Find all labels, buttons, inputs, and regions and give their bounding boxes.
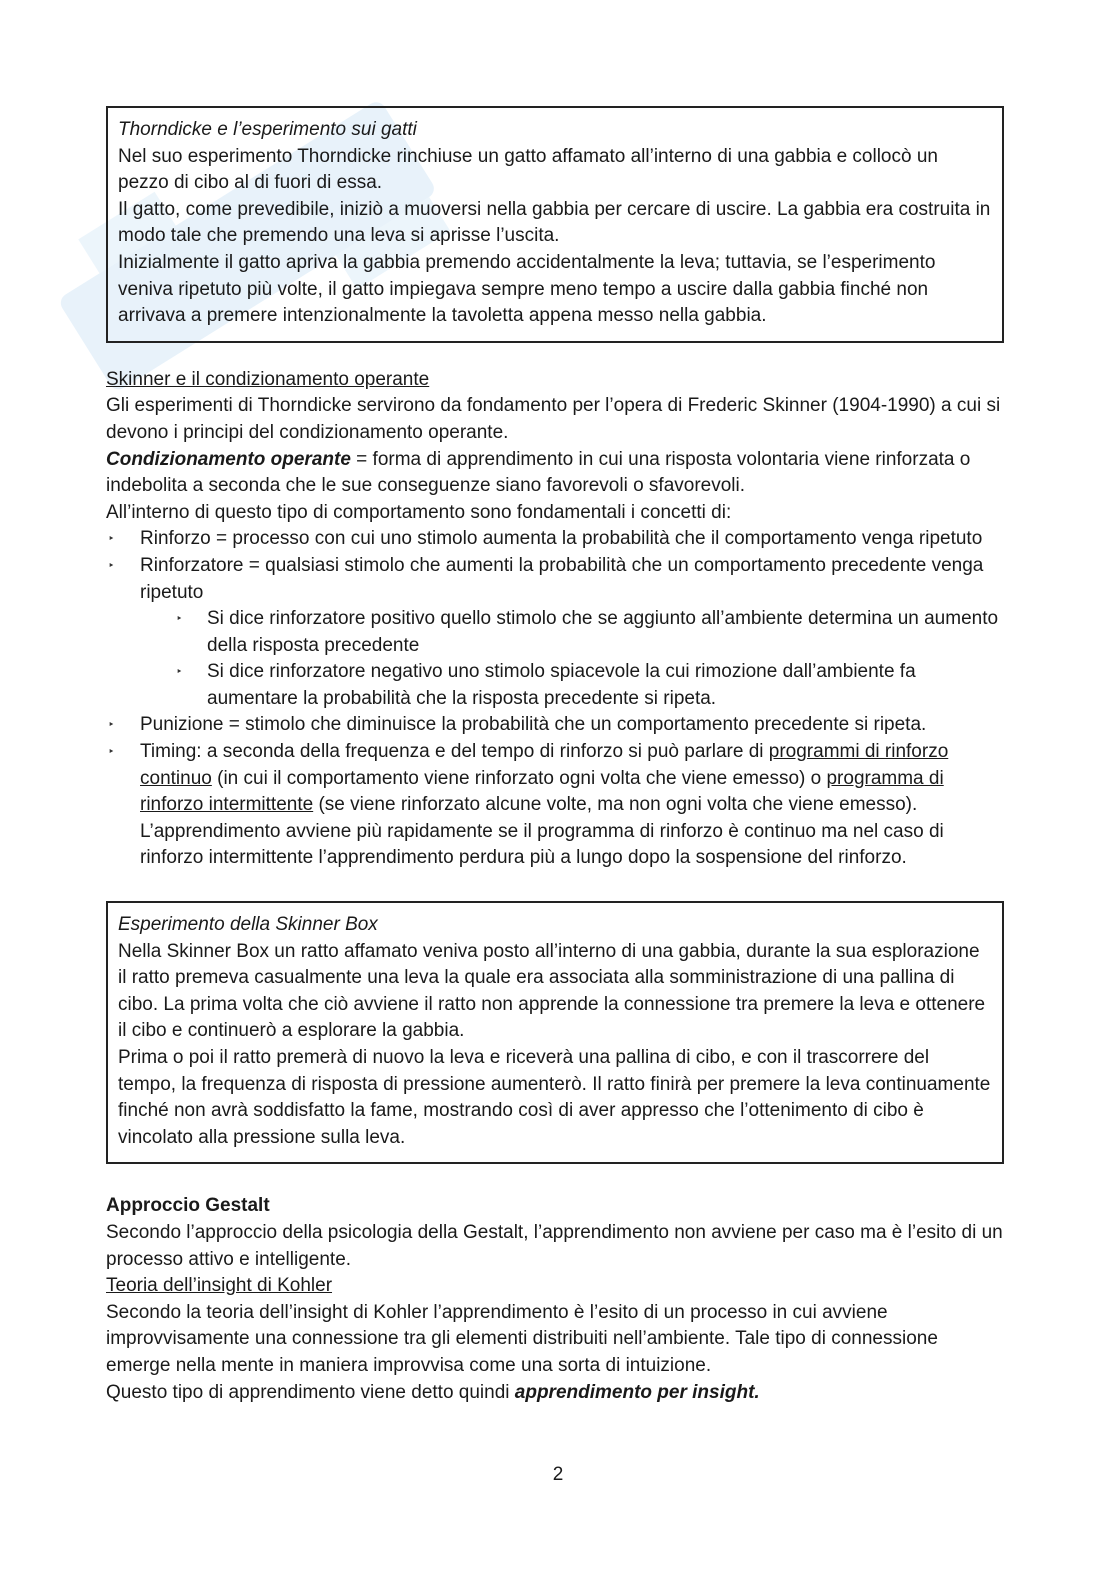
closing-term: apprendimento per insight. [514, 1381, 760, 1403]
box-paragraph: Prima o poi il ratto premerà di nuovo la leva e riceverà una pallina di cibo, e con il trascorrere del tempo, la frequenza di risposta di pressione aumenterò. Il ratto finirà per premere la leva continuamente finché non avrà soddisfatto la fame, mostrando così di aver appresso che l’ottenimento di cibo è vincolato alla pressione sulla leva. [118, 1047, 991, 1148]
skinner-section [106, 367, 1004, 872]
box-paragraph: Nella Skinner Box un ratto affamato veniva posto all’interno di una gabbia, durante la sua esplorazione il ratto premeva casualmente una leva la quale era associata alla somministrazione di una pallina di cibo. La prima volta che ciò avviene il ratto non apprende la connessione tra premere la leva e ottenere il cibo e continuerò a esplorare la gabbia. [118, 940, 986, 1042]
document-page [106, 106, 1004, 1406]
skinner-box [106, 901, 1004, 1164]
paragraph: Secondo la teoria dell’insight di Kohler l’apprendimento è l’esito di un processo in cui avviene improvvisamente una connessione tra gli elementi distribuiti nell’ambiente. Tale tipo di connessione emerge nella mente in maniera improvvisa come una sorta di intuizione. [106, 1301, 938, 1376]
list-item-text: Rinforzo = processo con cui uno stimolo aumenta la probabilità che il comportamento venga ripetuto [140, 528, 983, 550]
bullet-icon: ‣ [108, 533, 115, 546]
bullet-icon: ‣ [108, 559, 115, 572]
bullet-icon: ‣ [176, 666, 183, 679]
list-item-text: Si dice rinforzatore negativo uno stimolo spiacevole la cui rimozione dall’ambiente fa aumentare la probabilità che la risposta precedente si ripeta. [207, 661, 916, 709]
list-item [106, 659, 1004, 712]
underlined-term: programmi di rinforzo continuo [140, 741, 949, 789]
paragraph: All’interno di questo tipo di comportamento sono fondamentali i concetti di: [106, 501, 732, 523]
sub-list [106, 606, 1004, 712]
gestalt-section [106, 1193, 1004, 1406]
bullet-icon: ‣ [108, 719, 115, 732]
thorndicke-box [106, 106, 1004, 343]
subheading: Teoria dell’insight di Kohler [106, 1275, 333, 1297]
definition-text: = forma di apprendimento in cui una risposta volontaria viene rinforzata o indebolita a seconda che le sue conseguenze siano favorevoli o sfavorevoli. [106, 448, 971, 497]
section-heading: Skinner e il condizionamento operante [106, 368, 430, 390]
box-paragraph: Il gatto, come prevedibile, iniziò a muoversi nella gabbia per cercare di uscire. La gabbia era costruita in modo tale che premendo una leva si aprisse l’uscita. [118, 198, 991, 247]
list-item-text: Si dice rinforzatore positivo quello stimolo che se aggiunto all’ambiente determina un aumento della risposta precedente [207, 608, 999, 656]
paragraph: Secondo l’approccio della psicologia della Gestalt, l’apprendimento non avviene per caso ma è l’esito di un processo attivo e intelligente. [106, 1221, 1003, 1270]
list-item-text: Rinforzatore = qualsiasi stimolo che aumenti la probabilità che un comportamento precedente venga ripetuto [140, 554, 984, 603]
list-item-text: (in cui il comportamento viene rinforzato ogni volta che viene emesso) o [211, 767, 827, 789]
list-item [106, 526, 1004, 553]
list-item [106, 553, 1004, 606]
list-item [106, 606, 1004, 659]
closing-paragraph [106, 1380, 1004, 1407]
list-item-text: (se viene rinforzato alcune volte, ma non ogni volta che viene emesso). L’apprendimento avviene più rapidamente se il programma di rinforzo è continuo ma nel caso di rinforzo intermittente l’apprendimento perdura più a lungo dopo la sospensione del rinforzo. [140, 794, 944, 869]
paragraph: Gli esperimenti di Thorndicke servirono da fondamento per l’opera di Frederic Skinner (1904-1990) a cui si devono i principi del condizionamento operante. [106, 395, 1001, 443]
bullet-icon: ‣ [176, 613, 183, 626]
section-heading: Approccio Gestalt [106, 1195, 270, 1217]
list-item-text: Punizione = stimolo che diminuisce la probabilità che un comportamento precedente si ripeta. [140, 714, 927, 736]
bullet-icon: ‣ [108, 746, 115, 759]
box-title: Thorndicke e l’esperimento sui gatti [118, 119, 417, 140]
concept-list-2 [106, 712, 1004, 872]
box-title: Esperimento della Skinner Box [118, 914, 378, 936]
definition [106, 447, 1004, 500]
box-paragraph: Nel suo esperimento Thorndicke rinchiuse un gatto affamato all’interno di una gabbia e collocò un pezzo di cibo al di fuori di essa. [118, 145, 938, 194]
page-number: 2 [552, 1464, 564, 1485]
box-paragraph: Inizialmente il gatto apriva la gabbia premendo accidentalmente la leva; tuttavia, se l’esperimento veniva ripetuto più volte, il gatto impiegava sempre meno tempo a uscire dalla gabbia finché non arrivava a premere intenzionalmente la tavoletta appena messo nella gabbia. [118, 251, 936, 327]
definition-term: Condizionamento operante [106, 448, 351, 470]
concept-list [106, 526, 1004, 606]
list-item [106, 712, 1004, 739]
list-item-text: Timing: a seconda della frequenza e del tempo di rinforzo si può parlare di [140, 741, 769, 763]
underlined-term: programma di rinforzo intermittente [140, 767, 944, 816]
closing-text: Questo tipo di apprendimento viene detto quindi [106, 1381, 515, 1403]
list-item [106, 739, 1004, 872]
